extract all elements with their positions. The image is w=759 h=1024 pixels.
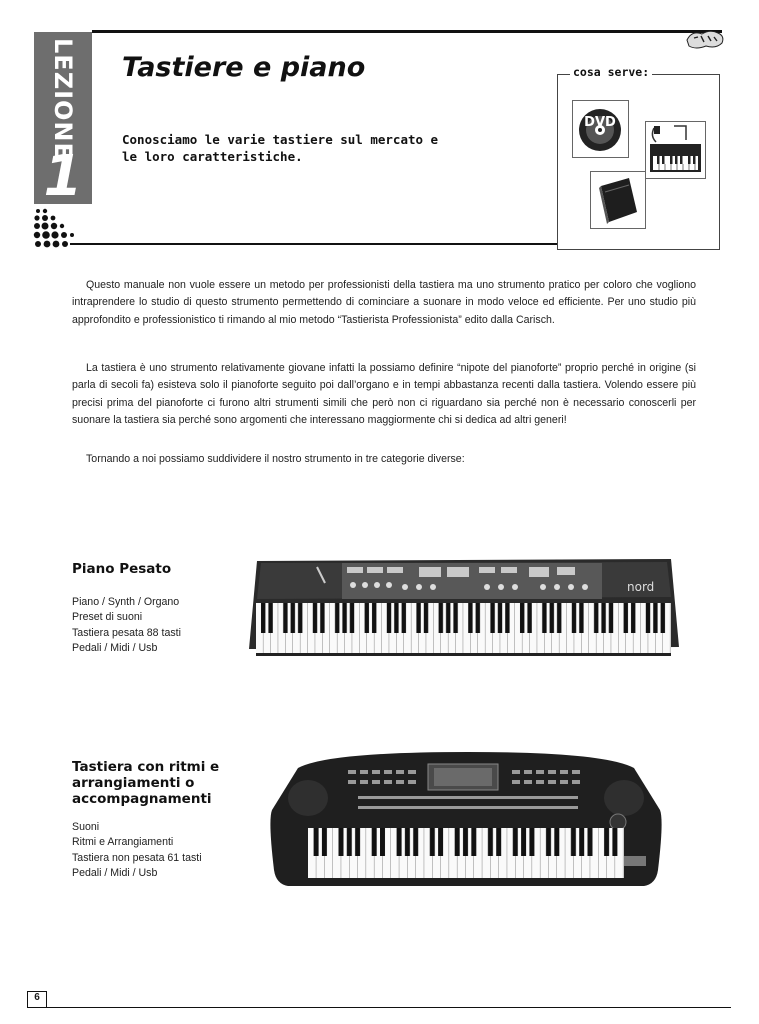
category-feature-list xyxy=(72,595,181,656)
lesson-label: LEZIONE xyxy=(49,38,77,160)
stage-piano-image xyxy=(247,553,681,661)
header-top-rule xyxy=(92,30,722,33)
category-title: Tastiera con ritmi e arrangiamenti o accompagnamenti xyxy=(72,759,220,807)
decorative-dots-icon xyxy=(32,207,78,249)
page-title: Tastiere e piano xyxy=(122,52,366,83)
book-frame xyxy=(590,171,646,229)
body-paragraph: Tornando a noi possiamo suddividere il nostro strumento in tre categorie diverse: xyxy=(86,453,465,465)
brand-label: nord xyxy=(627,580,655,594)
body-paragraph: La tastiera è uno strumento relativamente giovane infatti la possiamo definire “nipote del pianoforte” proprio perché in origine (si parla di secoli fa) esisteva solo il pianoforte seguito poi dall’organo e in tempi abbastanza recenti dalla tastiera. Volendo essere più precisi prima del pianoforte ci furono altri strumenti simili che però non ci riguardano sia perché non è necessario conoscerli per suonare la tastiera sia perché sono argomenti che interessano maggiormente chi si dedica ad altri generi! xyxy=(72,362,696,426)
category-feature-list xyxy=(72,820,202,881)
feature-item: Piano / Synth / Organo xyxy=(72,596,180,608)
lesson-number: 1 xyxy=(43,144,83,209)
feature-item: Tastiera pesata 88 tasti xyxy=(72,626,181,639)
page-subtitle: Conosciamo le varie tastiere sul mercato e le loro caratteristiche. xyxy=(122,132,439,164)
book-icon xyxy=(591,172,645,228)
dvd-label: DVD xyxy=(584,115,616,130)
feature-item: Tastiera non pesata 61 tasti xyxy=(72,851,202,864)
keyboard-synth-icon xyxy=(646,122,705,178)
body-paragraph: Questo manuale non vuole essere un metodo per professionisti della tastiera ma uno strumento pratico per coloro che vogliono intraprendere lo studio di questo strumento permettendo di cominciare a suonare in modo veloce ed efficiente. Per uno studio più approfondito e professionistico ti rimando al mio metodo “Tastierista Professionista” edito dalla Carisch. xyxy=(72,279,696,326)
header-bottom-rule xyxy=(70,243,557,245)
requirements-label: cosa serve: xyxy=(570,65,652,79)
category-title: Piano Pesato xyxy=(72,561,172,577)
feature-item: Suoni xyxy=(72,821,100,833)
footer-rule xyxy=(27,1007,731,1008)
page-number: 6 xyxy=(34,992,40,1003)
feature-item: Pedali / Midi / Usb xyxy=(72,866,158,879)
feature-item: Preset di suoni xyxy=(72,611,143,624)
feature-item: Ritmi e Arrangiamenti xyxy=(72,836,174,849)
feature-item: Pedali / Midi / Usb xyxy=(72,641,158,654)
dvd-frame xyxy=(572,100,629,158)
publisher-logo-icon xyxy=(684,28,726,50)
arranger-keyboard-image xyxy=(268,750,664,890)
synth-frame xyxy=(645,121,706,179)
dvd-icon xyxy=(573,101,628,157)
